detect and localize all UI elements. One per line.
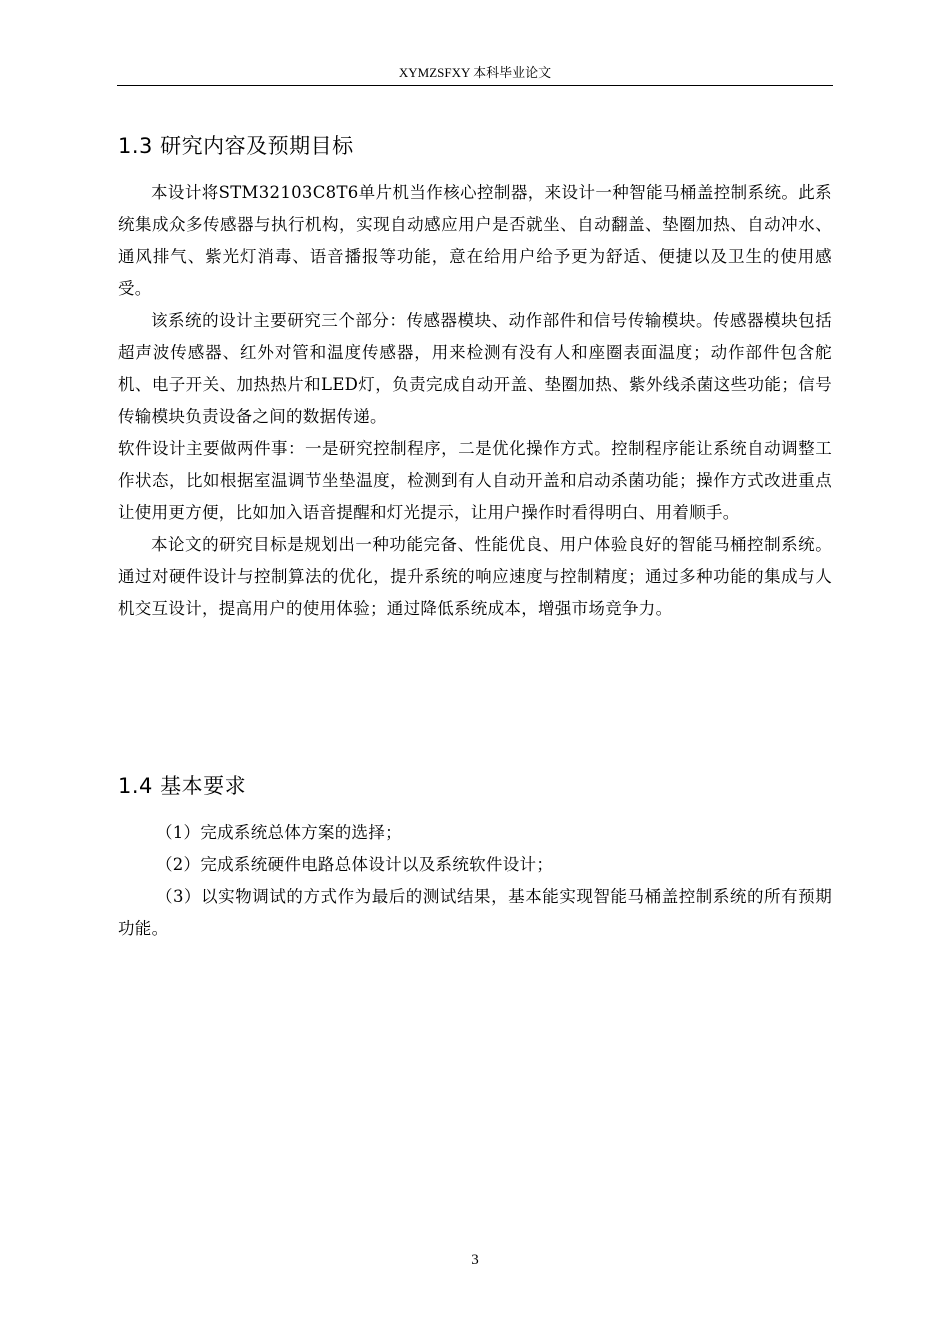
section-1-3-body: [118, 177, 832, 625]
page-number: 3: [471, 1252, 479, 1268]
list-item: （3）以实物调试的方式作为最后的测试结果，基本能实现智能马桶盖控制系统的所有预期功能。: [118, 887, 832, 938]
section-heading-1-3: 1.3 研究内容及预期目标: [118, 134, 354, 158]
list-item: （1）完成系统总体方案的选择；: [155, 823, 402, 842]
paragraph: 软件设计主要做两件事：一是研究控制程序，二是优化操作方式。控制程序能让系统自动调整工作状态，比如根据室温调节坐垫温度，检测到有人自动开盖和启动杀菌功能；操作方式改进重点让使用更方便，比如加入语音提醒和灯光提示，让用户操作时看得明白、用着顺手。: [118, 439, 832, 522]
paragraph: 该系统的设计主要研究三个部分：传感器模块、动作部件和信号传输模块。传感器模块包括超声波传感器、红外对管和温度传感器，用来检测有没有人和座圈表面温度；动作部件包含舵机、电子开关、加热热片和LED灯，负责完成自动开盖、垫圈加热、紫外线杀菌这些功能；信号传输模块负责设备之间的数据传递。: [118, 311, 832, 426]
section-heading-1-4: 1.4 基本要求: [118, 774, 247, 798]
page-header: XYMZSFXY 本科毕业论文: [398, 65, 552, 80]
paragraph: 本设计将STM32103C8T6单片机当作核心控制器，来设计一种智能马桶盖控制系统。此系统集成众多传感器与执行机构，实现自动感应用户是否就坐、自动翻盖、垫圈加热、自动冲水、通风排气、紫光灯消毒、语音播报等功能，意在给用户给予更为舒适、便捷以及卫生的使用感受。: [118, 183, 832, 298]
list-item: （2）完成系统硬件电路总体设计以及系统软件设计；: [155, 855, 554, 874]
requirements-list: [118, 817, 832, 945]
paragraph: 本论文的研究目标是规划出一种功能完备、性能优良、用户体验良好的智能马桶控制系统。通过对硬件设计与控制算法的优化，提升系统的响应速度与控制精度；通过多种功能的集成与人机交互设计，提高用户的使用体验；通过降低系统成本，增强市场竞争力。: [118, 535, 832, 618]
header-divider: [117, 85, 833, 86]
